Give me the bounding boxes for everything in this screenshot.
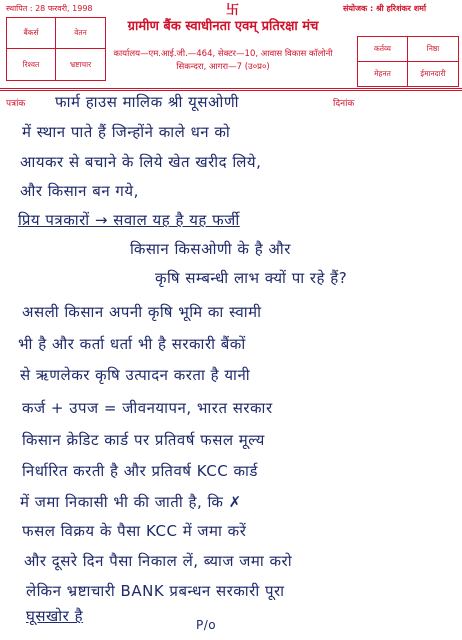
motto-corruption: भ्रष्टाचार xyxy=(55,48,106,81)
page-over-mark: P/o xyxy=(196,618,217,632)
hw-line-1: फार्म हाउस मालिक श्री यूसओणी xyxy=(55,93,240,111)
hw-line-9: भी है और कर्ता धर्ता भी है सरकारी बैंकों xyxy=(18,335,246,353)
hw-line-8: असली किसान अपनी कृषि भूमि का स्वामी xyxy=(22,303,262,321)
motto-bankers: बैंकर्स xyxy=(6,17,56,49)
hw-line-6: किसान किसओणी के है और xyxy=(130,240,291,258)
hw-line-2: में स्थान पाते हैं जिन्होंने काले धन को xyxy=(22,123,231,141)
motto-devotion: निष्ठा xyxy=(407,36,459,62)
swastika-logo: 卐 xyxy=(226,3,240,18)
hw-line-16: और दूसरे दिन पैसा निकाल लें, ब्याज जमा करो xyxy=(24,552,293,570)
hw-line-3: आयकर से बचाने के लिये खेत खरीद लिये, xyxy=(20,153,262,171)
hw-line-10: से ऋणलेकर कृषि उत्पादन करता है यानी xyxy=(20,366,251,384)
hw-line-7: कृषि सम्बन्धी लाभ क्यों पा रहे हैं? xyxy=(155,269,348,287)
hw-line-11: कर्ज + उपज = जीवनयापन, भारत सरकार xyxy=(22,399,273,417)
hw-line-15: फसल विक्रय के पैसा KCC में जमा करें xyxy=(22,522,247,540)
convener-name: संयोजक : श्री हरिशंकर शर्मा xyxy=(343,4,427,13)
header-divider xyxy=(0,88,462,89)
hw-line-17: लेकिन भ्रष्टाचारी BANK प्रबन्धन सरकारी पूरा xyxy=(26,582,285,600)
hw-line-5: प्रिय पत्रकारों → सवाल यह है यह फर्जी xyxy=(18,211,240,229)
hw-line-14: में जमा निकासी भी की जाती है, कि ✗ xyxy=(20,493,242,511)
dinank-label: दिनांक xyxy=(333,99,355,109)
motto-bribe: रिश्वत xyxy=(6,48,56,81)
org-title: ग्रामीण बैंक स्वाधीनता एवम् प्रतिरक्षा मंच xyxy=(127,19,319,34)
hw-line-13: निर्धारित करती है और प्रतिवर्ष KCC कार्ड xyxy=(22,462,258,480)
motto-hard-work: मेहनत xyxy=(357,61,408,87)
header-divider-2 xyxy=(0,90,462,91)
patrank-label: पत्रांक xyxy=(6,99,26,109)
motto-duty: कर्तव्य xyxy=(357,36,408,62)
hw-line-18: घूसखोर है xyxy=(26,607,84,625)
address-line-1: कार्यालय—एम.आई.जी.—464, सेक्टर—10, आवास विकास कॉलोनी xyxy=(113,49,333,59)
hw-line-4: और किसान बन गये, xyxy=(20,182,139,200)
motto-honesty: ईमानदारी xyxy=(407,61,459,87)
motto-salary: वेतन xyxy=(55,17,106,49)
address-line-2: सिकन्दरा, आगरा—7 (उ०प्र०) xyxy=(176,62,270,72)
hw-line-12: किसान क्रेडिट कार्ड पर प्रतिवर्ष फसल मूल्य xyxy=(22,431,265,449)
established-date: स्थापित : 28 फरवरी, 1998 xyxy=(6,4,93,13)
